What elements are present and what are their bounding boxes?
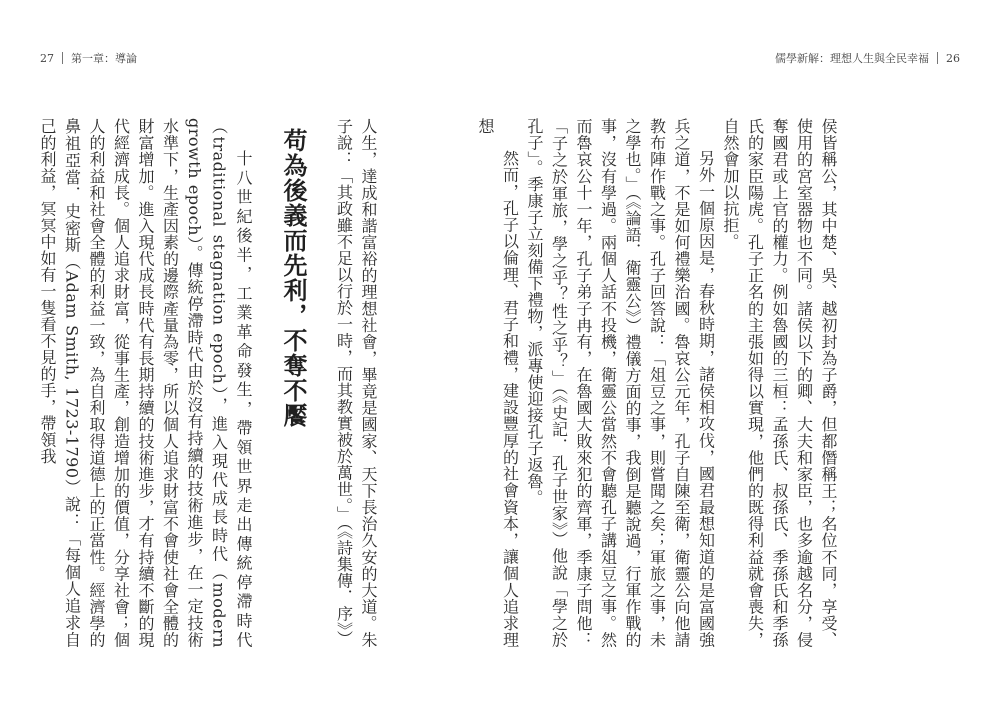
paragraph: 十八世紀後半，工業革命發生，帶領世界走出傳統停滯時代（traditional stagnation epoch），進入現代成長時代（modern growth epoch）。傳統停滯時代由於沒有持續的技術進步，在一定技術水準下，生產因素的邊際產量為零，所以個人追求財富不會使社會全體的財富增加。進入現代成長時代有長期持續的技術進步，才有持續不斷的現代經濟成長。個人追求財富，從事生產，創造增加的價值，分享社會；個人的利益和社會全體的利益一致，為自利取得道德上的正當性。經濟學的鼻祖亞當．史密斯（Adam Smith, 1723-1790）說：「每個人追求自己的利益，冥冥中如有一隻看不見的手，帶領我	[38, 118, 253, 648]
right-page-number: 26	[946, 51, 960, 65]
right-running-head	[775, 50, 960, 66]
left-page-body	[40, 118, 380, 648]
right-page-body	[404, 118, 840, 648]
paragraph: 人生，達成和諧富裕的理想社會，畢竟是國家、天下長治久安的大道。朱子說：「其政雖不足以行於一時，而其教實被於萬世。」（《詩集傳．序》）	[334, 118, 378, 648]
left-running-head	[40, 50, 137, 66]
paragraph: 然而，孔子以倫理、君子和禮，建設豐厚的社會資本，讓個人追求理想	[476, 118, 520, 648]
header-divider	[937, 52, 938, 64]
section-heading-wrap	[281, 118, 305, 648]
chapter-title: 第一章：導論	[71, 52, 137, 65]
paragraph: 侯皆稱公，其中楚、吳、越初封為子爵，但都僭稱王；名位不同，享受、使用的宮室器物也不同。諸侯以下的卿、大夫和家臣，也多逾越名分，侵奪國君或上官的權力。例如魯國的三桓：孟孫氏、叔孫氏、季孫氏和季孫氏的家臣陽虎。孔子正名的主張如得以實現，他們的既得利益就會喪失，自然會加以抗拒。	[721, 118, 838, 648]
left-page-number: 27	[40, 51, 54, 65]
book-title: 儒學新解：理想人生與全民幸福	[775, 52, 929, 65]
section-heading: 苟為後義而先利，不奪不饜	[279, 128, 307, 428]
paragraph: 另外一個原因是，春秋時期，諸侯相攻伐，國君最想知道的是富國強兵之道，不是如何禮樂治國。魯哀公元年，孔子自陳至衛，衛靈公向他請教布陣作戰之事。孔子回答說：「俎豆之事，則嘗聞之矣；軍旅之事，未之學也。」（《論語．衛靈公》）禮儀方面的事，我倒是聽說過，行軍作戰的事，沒有學過。兩個人話不投機，衛靈公當然不會聽孔子講俎豆之事。然而魯哀公十一年，孔子弟子冉有，在魯國大敗來犯的齊軍，季康子問他：「子之於軍旅，學之乎？性之乎？」（《史記．孔子世家》）他說「學之於孔子」。季康子立刻備下禮物，派專使迎接孔子返魯。	[525, 118, 716, 648]
header-divider	[62, 52, 63, 64]
